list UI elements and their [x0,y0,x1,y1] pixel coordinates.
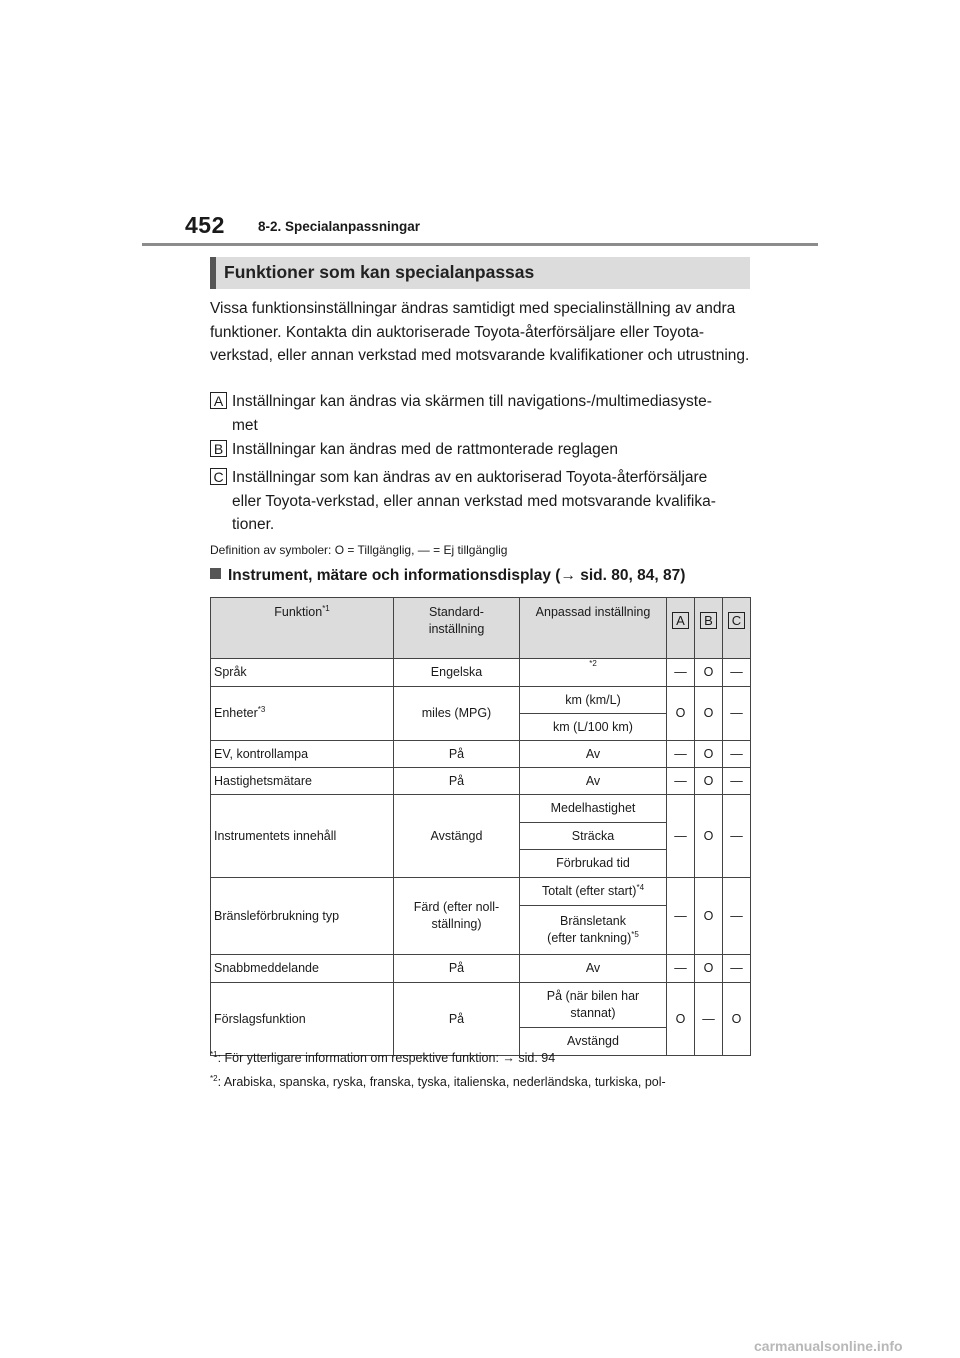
table-row [211,795,751,823]
cell-b: — [695,983,723,1056]
table-row [211,741,751,768]
cell-default: På [394,741,520,768]
cell-function: Snabbmeddelande [211,955,394,983]
watermark-text: carmanualsonline.info [754,1338,903,1354]
legend-key-b: B [210,440,227,457]
cell-b: O [695,768,723,795]
header-c: C [723,598,751,659]
cell-c: — [723,955,751,983]
cell-c: — [723,659,751,687]
cell-custom: Totalt (efter start)$^{*4}$ [520,878,667,906]
legend-item-a [210,390,755,438]
table-subheading [210,567,685,585]
cell-default: På [394,955,520,983]
cell-custom: Av [520,768,667,795]
cell-a: O [667,983,695,1056]
page-number: 452 [185,212,225,238]
cell-custom: Sträcka [520,823,667,850]
table-row [211,955,751,983]
cell-b: O [695,659,723,687]
table-row [211,878,751,906]
cell-custom: *2 [520,659,667,687]
cell-custom: På (när bilen har stannat) [520,983,667,1028]
legend-key-a: A [210,392,227,409]
heading-accent-bar [210,257,216,289]
cell-c: — [723,878,751,955]
table-row [211,687,751,714]
table-header-row [211,598,751,659]
cell-default: På [394,768,520,795]
table-row [211,983,751,1028]
cell-function: Bränsleförbrukning typ [211,878,394,955]
header-divider [142,243,818,246]
cell-custom: Förbrukad tid [520,850,667,878]
cell-b: O [695,878,723,955]
cell-custom: Bränsletank (efter tankning)$^{*5}$ [520,906,667,955]
cell-b: O [695,687,723,741]
square-bullet-icon [210,568,221,579]
subheading-text: Instrument, mätare och informationsdisplay (→ sid. 80, 84, 87) [228,567,686,584]
legend-text-c: Inställningar som kan ändras av en auktoriserad Toyota-återförsäljare eller Toyota-verkstad, eller annan verkstad med motsvarande kvalifika- tioner. [232,469,716,533]
legend-item-b [210,438,755,462]
legend-key-c: C [210,468,227,485]
cell-custom: Medelhastighet [520,795,667,823]
cell-b: O [695,741,723,768]
cell-function: Hastighetsmätare [211,768,394,795]
cell-custom: Av [520,955,667,983]
cell-function: Enheter$^{*3}$ [211,687,394,741]
cell-function: Instrumentets innehåll [211,795,394,878]
settings-table [210,597,751,1056]
cell-custom: Avstängd [520,1028,667,1056]
section-heading [210,257,750,289]
cell-default: Färd (efter noll- ställning) [394,878,520,955]
cell-a: — [667,741,695,768]
cell-a: — [667,795,695,878]
cell-c: O [723,983,751,1056]
legend-text-a: Inställningar kan ändras via skärmen till navigations-/multimediasyste- met [232,393,712,434]
header-a: A [667,598,695,659]
symbol-definition: Definition av symboler: O = Tillgänglig, — = Ej tillgänglig [210,543,508,557]
cell-a: O [667,687,695,741]
cell-c: — [723,741,751,768]
table-row [211,768,751,795]
cell-b: O [695,795,723,878]
cell-custom: km (L/100 km) [520,714,667,741]
cell-function: EV, kontrollampa [211,741,394,768]
header-standard: Standard- inställning [394,598,520,659]
legend-item-c [210,466,755,538]
section-title: 8-2. Specialanpassningar [258,219,421,234]
cell-custom: km (km/L) [520,687,667,714]
header-b: B [695,598,723,659]
intro-paragraph: Vissa funktionsinställningar ändras samtidigt med specialinställning av andra funktioner. Kontakta din auktoriserade Toyota-återförsäljare eller Toyota-verkstad, eller annan verkstad med motsvarande kvalifikationer och utrustning. [210,300,750,364]
cell-default: miles (MPG) [394,687,520,741]
footnote-2: $^{*2}$: Arabiska, spanska, ryska, franska, tyska, italienska, nederländska, turkiska, pol- [210,1074,666,1089]
legend-text-b: Inställningar kan ändras med de rattmonterade reglagen [232,441,619,458]
cell-a: — [667,768,695,795]
cell-default: Avstängd [394,795,520,878]
cell-a: — [667,955,695,983]
cell-function: Förslagsfunktion [211,983,394,1056]
table-row [211,659,751,687]
cell-a: — [667,878,695,955]
cell-a: — [667,659,695,687]
header-function: Funktion$^{*1}$ [211,598,394,659]
cell-default: På [394,983,520,1056]
cell-function: Språk [211,659,394,687]
footnote-1: $^{*1}$: För ytterligare information om respektive funktion: → sid. 94 [210,1050,556,1065]
cell-default: Engelska [394,659,520,687]
cell-b: O [695,955,723,983]
header-custom: Anpassad inställning [520,598,667,659]
heading-text: Funktioner som kan specialanpassas [224,262,535,282]
cell-c: — [723,795,751,878]
cell-c: — [723,768,751,795]
cell-c: — [723,687,751,741]
cell-custom: Av [520,741,667,768]
